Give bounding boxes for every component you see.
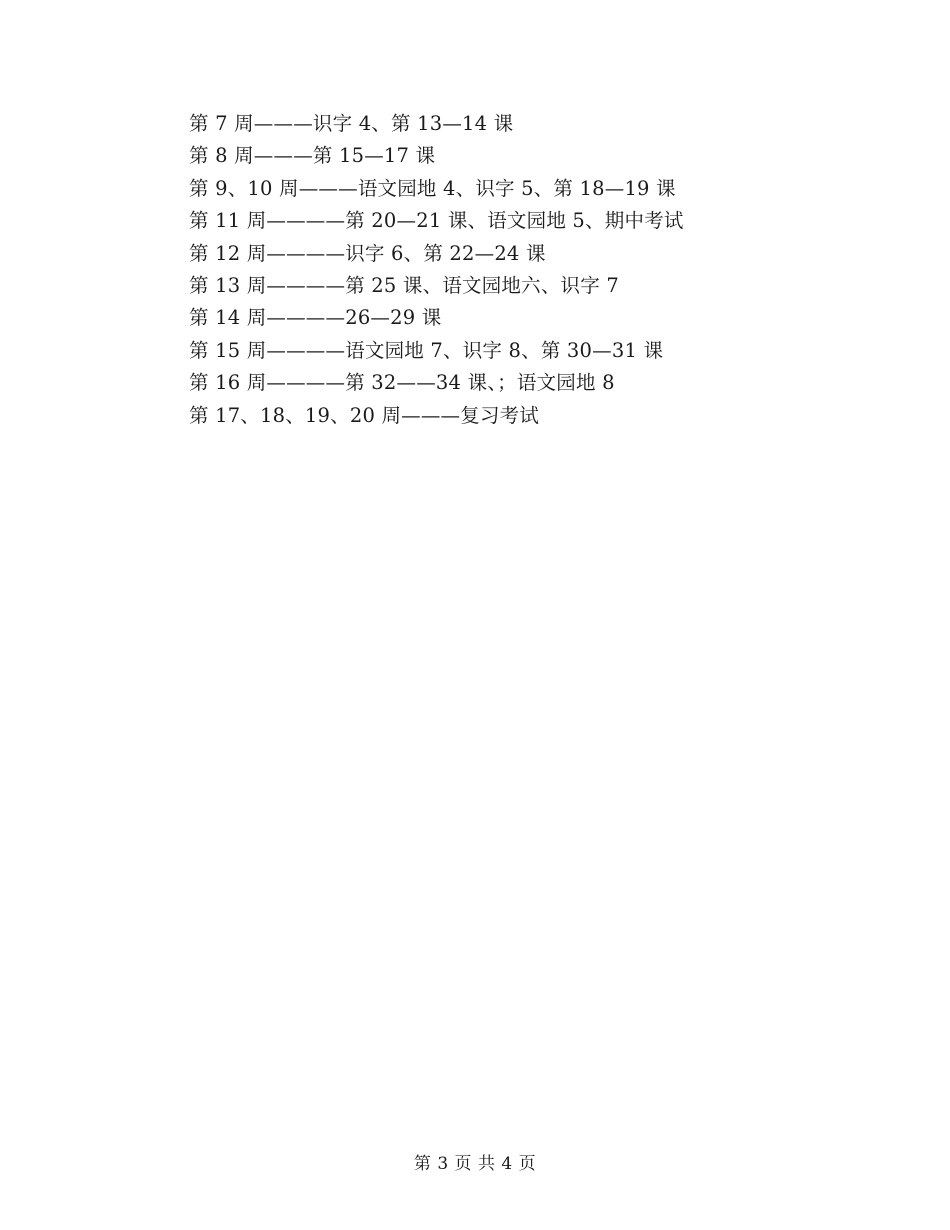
weekly-schedule-list bbox=[189, 108, 889, 432]
schedule-line-week-7: 第 7 周———识字 4、第 13—14 课 bbox=[189, 112, 514, 135]
schedule-line-week-17-20: 第 17、18、19、20 周———复习考试 bbox=[189, 403, 540, 427]
schedule-line-week-12: 第 12 周————识字 6、第 22—24 课 bbox=[189, 241, 546, 265]
schedule-line-week-11: 第 11 周————第 20—21 课、语文园地 5、期中考试 bbox=[189, 209, 684, 233]
schedule-line-week-15: 第 15 周————语文园地 7、识字 8、第 30—31 课 bbox=[189, 338, 664, 362]
schedule-line-week-14: 第 14 周————26—29 课 bbox=[189, 306, 442, 330]
schedule-line-week-9-10: 第 9、10 周———语文园地 4、识字 5、第 18—19 课 bbox=[189, 176, 676, 200]
page-number-footer: 第 3 页 共 4 页 bbox=[413, 1154, 537, 1174]
schedule-line-week-16: 第 16 周————第 32——34 课、；语文园地 8 bbox=[189, 371, 615, 395]
schedule-line-week-13: 第 13 周————第 25 课、语文园地六、识字 7 bbox=[189, 273, 619, 297]
schedule-line-week-8: 第 8 周———第 15—17 课 bbox=[189, 144, 436, 168]
